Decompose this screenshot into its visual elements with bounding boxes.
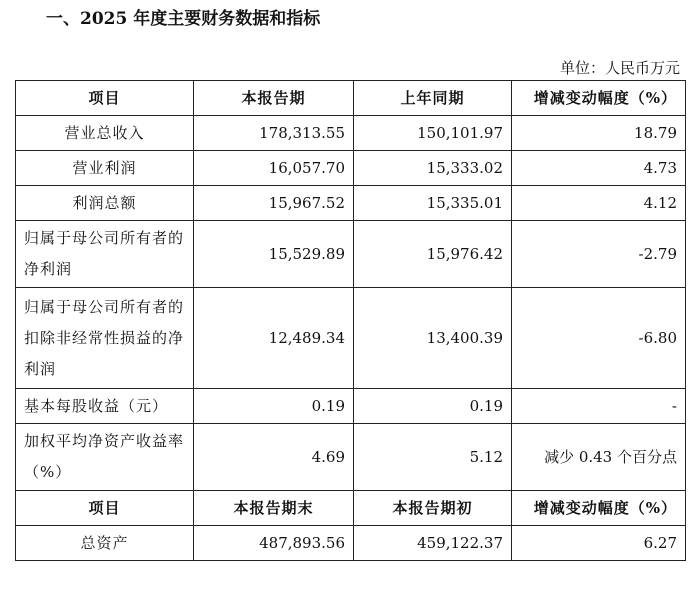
row-prior-value: 15,976.42 <box>354 221 512 288</box>
row-change-value: - <box>512 389 686 424</box>
header-prior-period: 上年同期 <box>354 81 512 116</box>
header-change-rate: 增减变动幅度（%） <box>512 81 686 116</box>
header-period-start: 本报告期初 <box>354 491 512 526</box>
row-item-label: 利润总额 <box>16 186 194 221</box>
row-current-value: 15,967.52 <box>194 186 354 221</box>
table-row <box>16 221 686 288</box>
table-header-row <box>16 81 686 116</box>
table-row <box>16 424 686 491</box>
row-period-end-value: 487,893.56 <box>194 526 354 561</box>
row-item-label: 归属于母公司所有者的扣除非经常性损益的净利润 <box>16 288 194 389</box>
row-current-value: 16,057.70 <box>194 151 354 186</box>
row-change-value: 减少 0.43 个百分点 <box>512 424 686 491</box>
row-current-value: 0.19 <box>194 389 354 424</box>
table-header-row-2 <box>16 491 686 526</box>
header-item: 项目 <box>16 81 194 116</box>
row-item-label: 基本每股收益（元） <box>16 389 194 424</box>
row-prior-value: 15,335.01 <box>354 186 512 221</box>
section-title: 一、2025 年度主要财务数据和指标 <box>46 9 321 29</box>
row-item-label: 营业总收入 <box>16 116 194 151</box>
row-prior-value: 0.19 <box>354 389 512 424</box>
header-period-end: 本报告期末 <box>194 491 354 526</box>
row-current-value: 15,529.89 <box>194 221 354 288</box>
row-item-label: 总资产 <box>16 526 194 561</box>
table-row <box>16 186 686 221</box>
header-item: 项目 <box>16 491 194 526</box>
table-row <box>16 526 686 561</box>
table-row <box>16 288 686 389</box>
row-prior-value: 5.12 <box>354 424 512 491</box>
row-item-label: 归属于母公司所有者的净利润 <box>16 221 194 288</box>
table-row <box>16 389 686 424</box>
row-change-value: 4.73 <box>512 151 686 186</box>
row-current-value: 12,489.34 <box>194 288 354 389</box>
row-change-value: -6.80 <box>512 288 686 389</box>
header-change-rate: 增减变动幅度（%） <box>512 491 686 526</box>
row-period-start-value: 459,122.37 <box>354 526 512 561</box>
table-row <box>16 151 686 186</box>
row-change-value: 18.79 <box>512 116 686 151</box>
row-change-value: 4.12 <box>512 186 686 221</box>
row-change-value: 6.27 <box>512 526 686 561</box>
row-item-label: 营业利润 <box>16 151 194 186</box>
row-prior-value: 150,101.97 <box>354 116 512 151</box>
row-item-label: 加权平均净资产收益率（%） <box>16 424 194 491</box>
row-prior-value: 13,400.39 <box>354 288 512 389</box>
financial-data-table <box>15 80 686 561</box>
header-current-period: 本报告期 <box>194 81 354 116</box>
row-prior-value: 15,333.02 <box>354 151 512 186</box>
table-row <box>16 116 686 151</box>
row-current-value: 4.69 <box>194 424 354 491</box>
row-current-value: 178,313.55 <box>194 116 354 151</box>
unit-label: 单位：人民币万元 <box>559 59 680 77</box>
row-change-value: -2.79 <box>512 221 686 288</box>
